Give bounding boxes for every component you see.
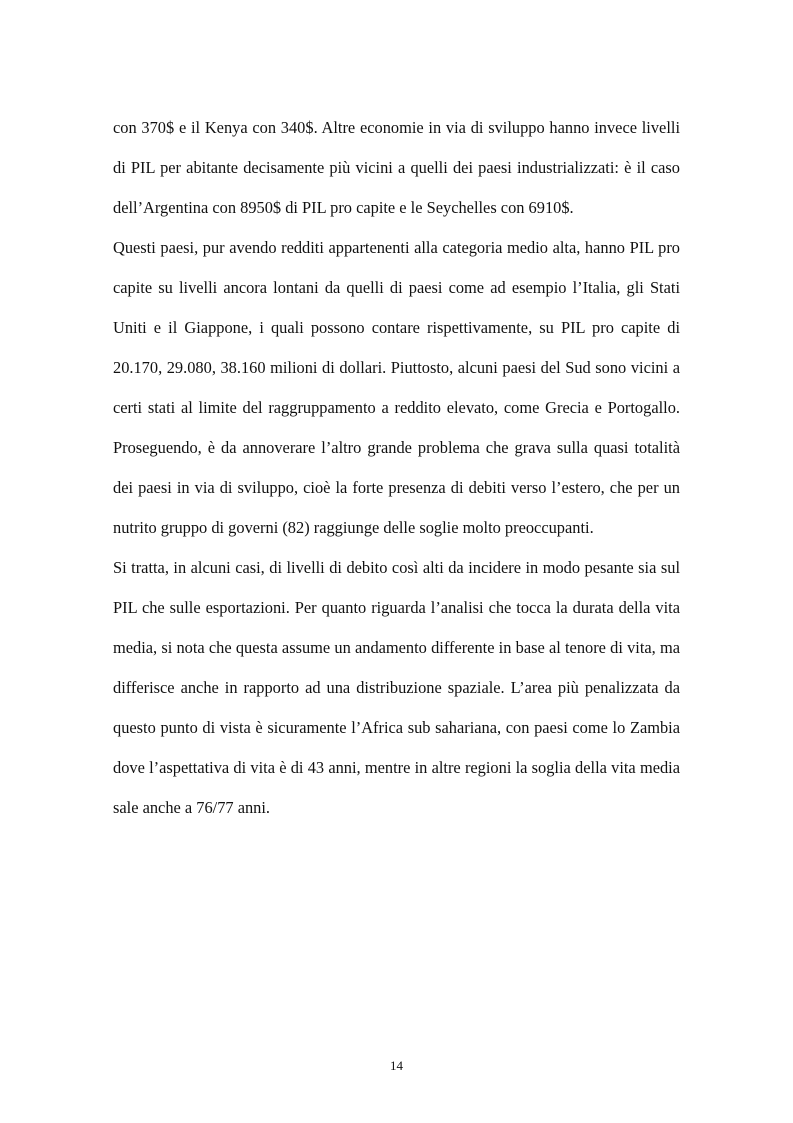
- paragraph-2: Questi paesi, pur avendo redditi appartenenti alla categoria medio alta, hanno PIL pro capite su livelli ancora lontani da quelli di paesi come ad esempio l’Italia, gli Stati Uniti e il Giappone, i quali possono contare rispettivamente, su PIL pro capite di 20.170, 29.080, 38.160 milioni di dollari. Piuttosto, alcuni paesi del Sud sono vicini a certi stati al limite del raggruppamento a reddito elevato, come Grecia e Portogallo. Proseguendo, è da annoverare l’altro grande problema che grava sulla quasi totalità dei paesi in via di sviluppo, cioè la forte presenza di debiti verso l’estero, che per un nutrito gruppo di governi (82) raggiunge delle soglie molto preoccupanti.: [113, 238, 680, 537]
- page-number: 14: [390, 1058, 403, 1073]
- paragraph-3: Si tratta, in alcuni casi, di livelli di debito così alti da incidere in modo pesante sia sul PIL che sulle esportazioni. Per quanto riguarda l’analisi che tocca la durata della vita media, si nota che questa assume un andamento differente in base al tenore di vita, ma differisce anche in rapporto ad una distribuzione spaziale. L’area più penalizzata da questo punto di vista è sicuramente l’Africa sub sahariana, con paesi come lo Zambia dove l’aspettativa di vita è di 43 anni, mentre in altre regioni la soglia della vita media sale anche a 76/77 anni.: [113, 558, 680, 817]
- body-text: [113, 108, 680, 828]
- paragraph-1: con 370$ e il Kenya con 340$. Altre economie in via di sviluppo hanno invece livelli di PIL per abitante decisamente più vicini a quelli dei paesi industrializzati: è il caso dell’Argentina con 8950$ di PIL pro capite e le Seychelles con 6910$.: [113, 118, 680, 217]
